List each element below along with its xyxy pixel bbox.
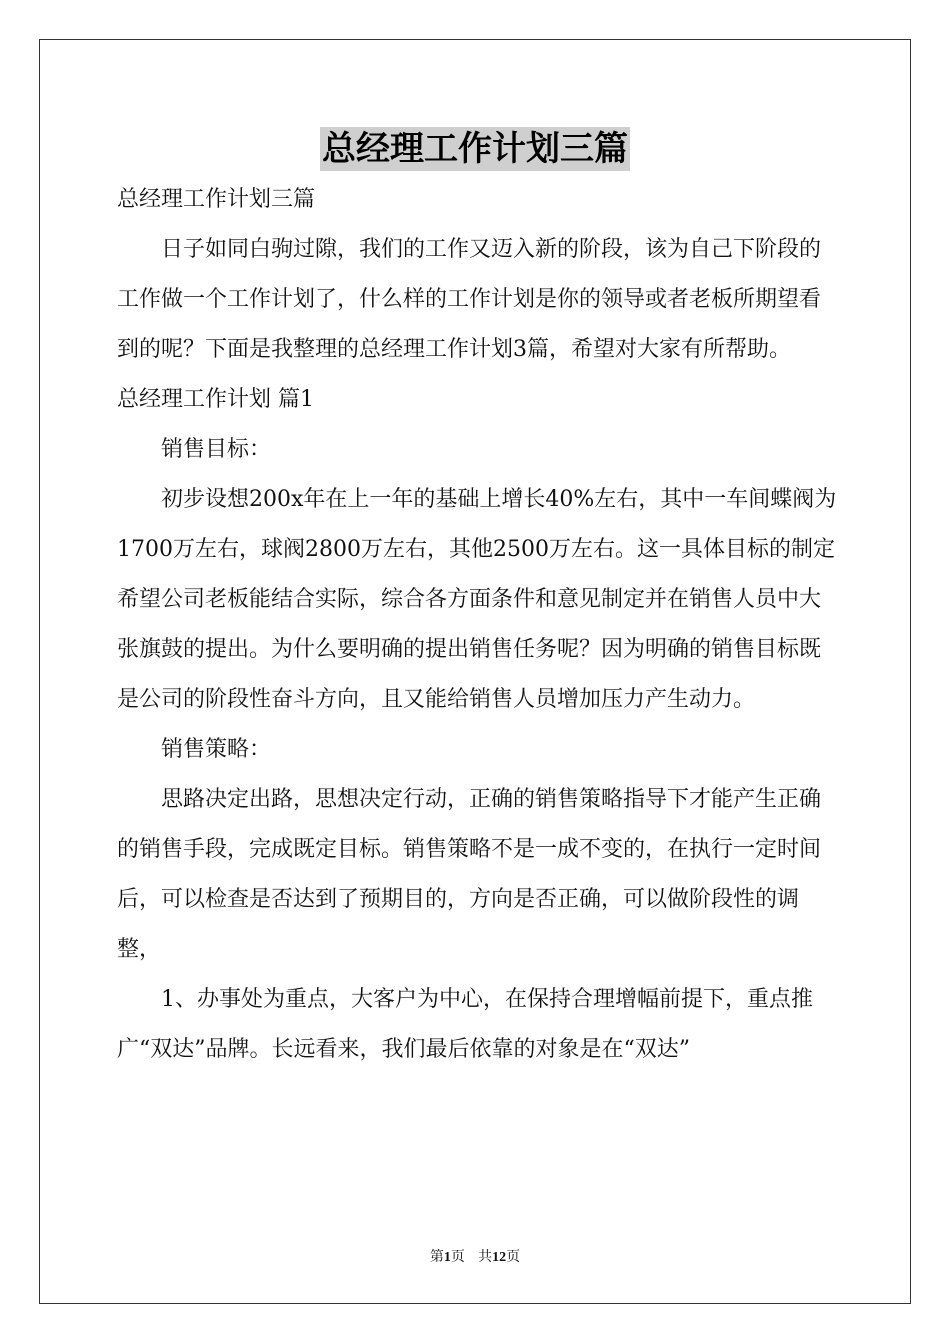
total-suffix: 页 [506,1249,521,1265]
paragraph: 销售目标： [161,437,272,462]
total-pages: 12 [492,1250,507,1265]
page-number: 1 [443,1250,451,1265]
page-suffix: 页 [450,1249,465,1265]
section-heading: 总经理工作计划 篇1 [117,387,314,412]
document-body [117,175,837,1075]
paragraph: 销售策略： [161,737,272,762]
page-prefix: 第 [429,1249,444,1265]
paragraph: 初步设想200x年在上一年的基础上增长40%左右，其中一车间蝶阀为1700万左右，球阀2800万左右，其他2500万左右。这一具体目标的制定希望公司老板能结合实际，综合各方面条件和意见制定并在销售人员中大张旗鼓的提出。为什么要明确的提出销售任务呢？因为明确的销售目标既是公司的阶段性奋斗方向，且又能给销售人员增加压力产生动力。 [117,487,837,712]
paragraph: 总经理工作计划三篇 [117,187,316,212]
document-title: 总经理工作计划三篇 [322,129,628,169]
paragraph: 日子如同白驹过隙，我们的工作又迈入新的阶段，该为自己下阶段的工作做一个工作计划了，什么样的工作计划是你的领导或者老板所期望看到的呢？下面是我整理的总经理工作计划3篇，希望对大家有所帮助。 [117,237,822,362]
paragraph: 1、办事处为重点，大客户为中心，在保持合理增幅前提下，重点推广“双达”品牌。长远看来，我们最后依靠的对象是在“双达” [117,987,813,1062]
paragraph: 思路决定出路，思想决定行动，正确的销售策略指导下才能产生正确的销售手段，完成既定目标。销售策略不是一成不变的，在执行一定时间后，可以检查是否达到了预期目的，方向是否正确，可以做阶段性的调整， [117,787,822,962]
title-container [0,127,950,171]
total-prefix: 共 [478,1249,493,1265]
page-footer [0,1246,950,1266]
